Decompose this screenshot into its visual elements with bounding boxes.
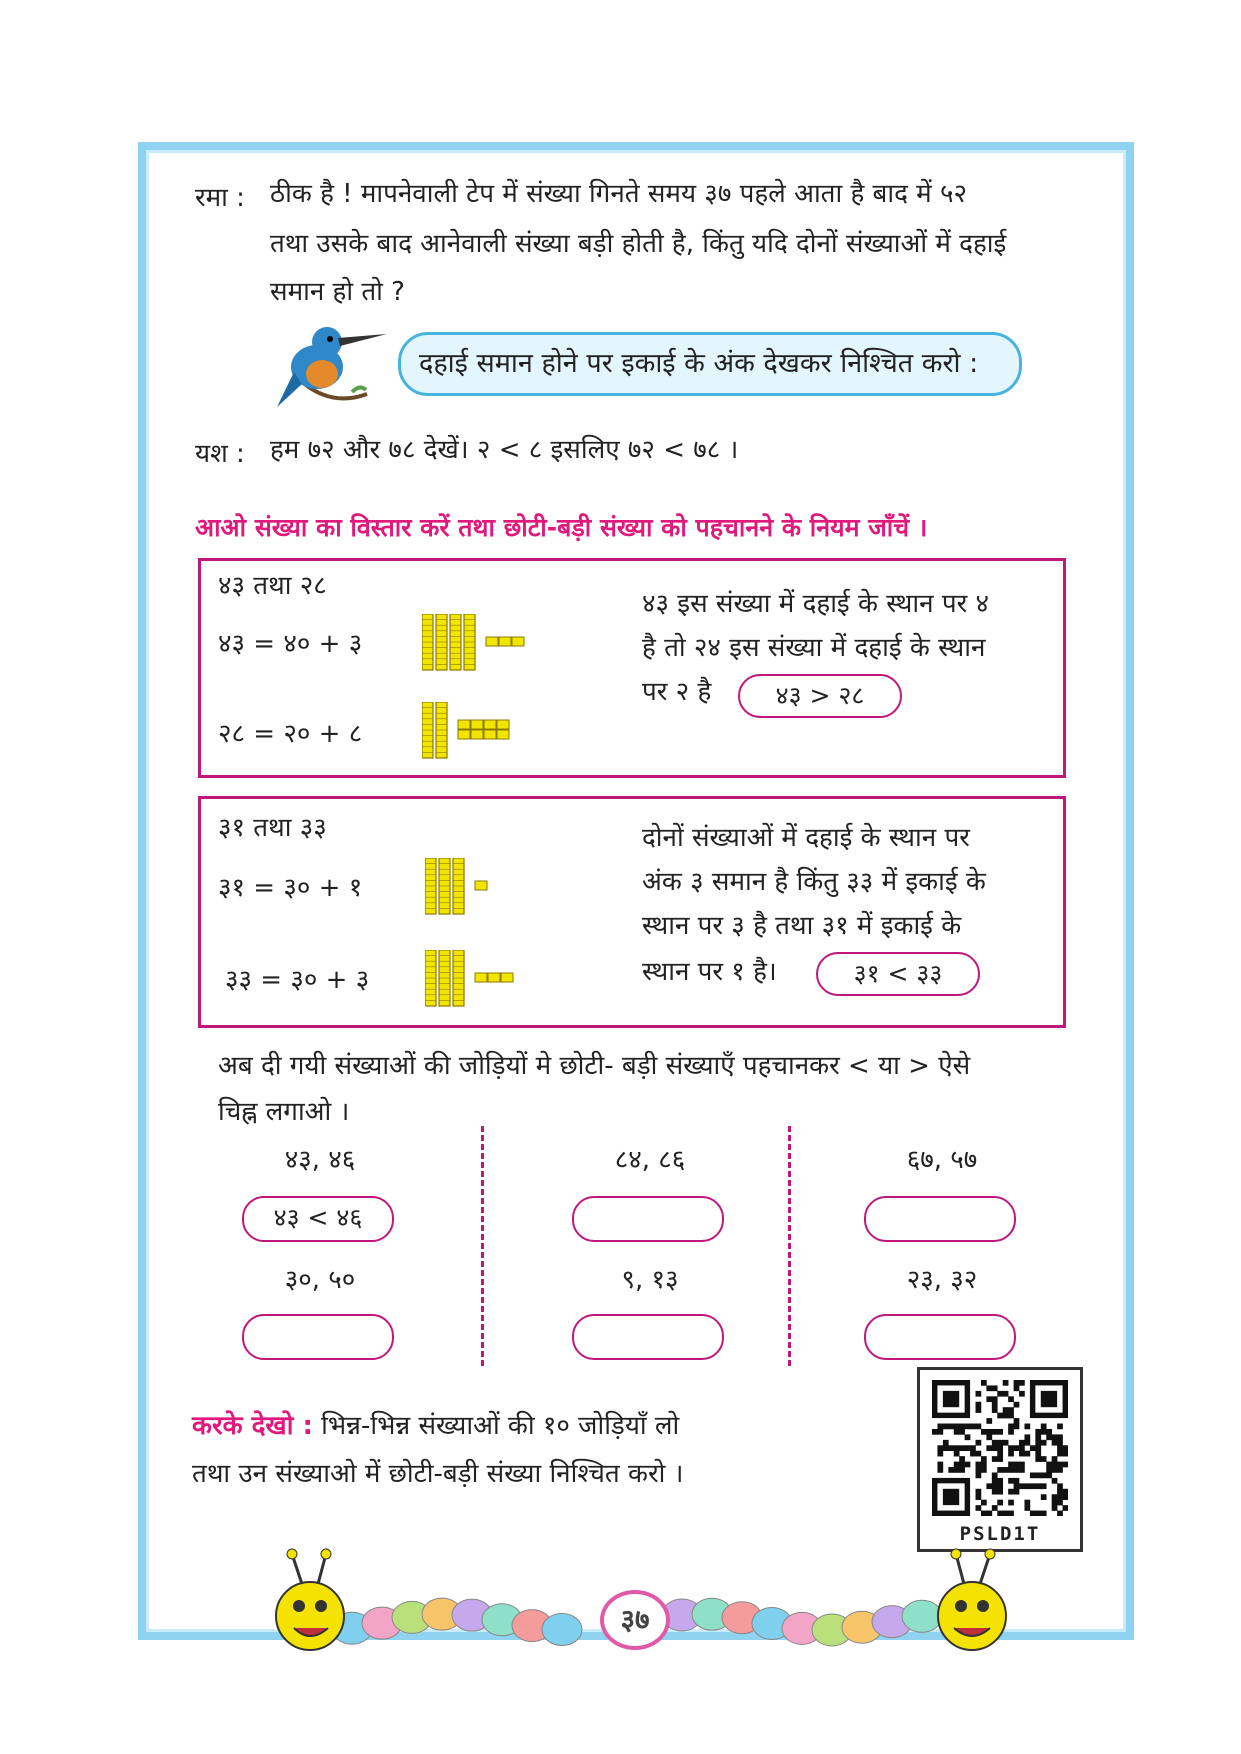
example1-exp-line3: पर २ है (642, 677, 712, 707)
qr-module (986, 1445, 992, 1451)
qr-module (1063, 1451, 1068, 1457)
rama-line-1: ठीक है ! मापनेवाली टेप में संख्या गिनते समय ३७ पहले आता है बाद में ५२ (270, 179, 968, 209)
qr-module (986, 1434, 992, 1440)
qr-module (1014, 1418, 1020, 1424)
qr-module (1003, 1467, 1009, 1473)
qr-module (1008, 1445, 1014, 1451)
rama-speaker: रमा : (195, 183, 245, 213)
qr-module (986, 1511, 992, 1516)
pair-numbers: ३०, ५० (284, 1265, 356, 1295)
example2-exp-line3: स्थान पर ३ है तथा ३१ में इकाई के (642, 911, 962, 941)
qr-module (997, 1429, 1003, 1435)
qr-module (965, 1424, 971, 1430)
qr-module (1046, 1429, 1052, 1435)
answer-box[interactable] (572, 1196, 724, 1242)
qr-module (1008, 1424, 1014, 1430)
qr-module (1052, 1462, 1058, 1468)
pair-numbers: ४३, ४६ (284, 1145, 356, 1175)
qr-module (1046, 1472, 1052, 1478)
qr-module (1008, 1451, 1014, 1457)
ones-cube (471, 730, 483, 739)
example1-eq1: ४३ = ४० + ३ (218, 629, 363, 659)
qr-module (992, 1489, 998, 1495)
qr-module (976, 1462, 982, 1468)
ones-cube (499, 637, 511, 646)
qr-module (997, 1391, 1003, 1397)
qr-module (959, 1462, 965, 1468)
qr-module (1052, 1434, 1058, 1440)
qr-module (1019, 1440, 1025, 1446)
qr-module (981, 1456, 987, 1462)
qr-module (1035, 1451, 1041, 1457)
qr-module (981, 1429, 987, 1435)
qr-module (976, 1407, 982, 1413)
qr-module (1019, 1483, 1025, 1489)
qr-module (1003, 1440, 1009, 1446)
qr-module (981, 1500, 987, 1506)
qr-module (1024, 1505, 1030, 1511)
qr-module (1008, 1467, 1014, 1473)
activity-line2: तथा उन संख्याओ में छोटी-बड़ी संख्या निश्चित करो । (192, 1459, 684, 1489)
qr-module (997, 1413, 1003, 1419)
qr-module (1035, 1434, 1041, 1440)
qr-module (981, 1511, 987, 1516)
qr-finder (1041, 1391, 1057, 1407)
qr-module (1057, 1440, 1063, 1446)
qr-module (937, 1467, 943, 1473)
qr-module (1041, 1440, 1047, 1446)
yash-line: हम ७२ और ७८ देखें। २ < ८ इसलिए ७२ < ७८ । (270, 435, 739, 465)
qr-module (997, 1456, 1003, 1462)
example1-exp-line1: ४३ इस संख्या में दहाई के स्थान पर ४ (642, 589, 990, 619)
qr-code[interactable] (917, 1367, 1083, 1552)
qr-module (1035, 1445, 1041, 1451)
qr-module (1030, 1483, 1036, 1489)
example1-title: ४३ तथा २८ (218, 571, 327, 601)
qr-module (954, 1445, 960, 1451)
qr-module (1057, 1511, 1063, 1516)
qr-module (1057, 1489, 1063, 1495)
qr-module (992, 1505, 998, 1511)
qr-module (1035, 1440, 1041, 1446)
qr-module (959, 1467, 965, 1473)
qr-module (992, 1478, 998, 1484)
caterpillar-segment (542, 1614, 582, 1646)
qr-module (1014, 1462, 1020, 1468)
example2-eq1: ३१ = ३० + १ (218, 873, 363, 903)
qr-module (1008, 1500, 1014, 1506)
qr-module (1057, 1434, 1063, 1440)
qr-module (948, 1467, 954, 1473)
qr-module (1052, 1500, 1058, 1506)
pair-numbers: २३, ३२ (906, 1265, 978, 1295)
rama-line-2: तथा उसके बाद आनेवाली संख्या बड़ी होती है, किंतु यदि दोनों संख्याओं में दहाई (270, 229, 1007, 259)
qr-module (986, 1483, 992, 1489)
qr-module (1024, 1451, 1030, 1457)
qr-module (1035, 1429, 1041, 1435)
qr-module (1008, 1462, 1014, 1468)
base-ten-blocks-28 (422, 702, 582, 762)
qr-module (1035, 1456, 1041, 1462)
qr-module (1057, 1445, 1063, 1451)
qr-module (1052, 1467, 1058, 1473)
ones-cube (486, 637, 498, 646)
rama-line-3: समान हो तो ? (270, 277, 405, 307)
qr-module (976, 1505, 982, 1511)
example1-exp-line2: है तो २४ इस संख्या में दहाई के स्थान (642, 633, 986, 663)
activity-text1: भिन्न-भिन्न संख्याओं की १० जोड़ियाँ लो (321, 1411, 680, 1441)
qr-module (1052, 1494, 1058, 1500)
qr-module (1041, 1429, 1047, 1435)
qr-module (943, 1445, 949, 1451)
qr-module (997, 1478, 1003, 1484)
example2-title: ३१ तथा ३३ (218, 813, 327, 843)
activity-label: करके देखो : (192, 1411, 313, 1441)
qr-module (1024, 1483, 1030, 1489)
example1-eq2: २८ = २० + ८ (218, 719, 363, 749)
kingfisher-bird-icon (272, 312, 392, 417)
qr-module (1041, 1456, 1047, 1462)
qr-module (965, 1445, 971, 1451)
qr-module (954, 1467, 960, 1473)
qr-module (1014, 1467, 1020, 1473)
qr-module (992, 1402, 998, 1408)
qr-module (1030, 1511, 1036, 1516)
example2-eq2: ३३ = ३० + ३ (225, 965, 370, 995)
qr-module (976, 1402, 982, 1408)
qr-module (1057, 1424, 1063, 1430)
qr-module (1063, 1494, 1068, 1500)
qr-module (997, 1500, 1003, 1506)
qr-module (992, 1440, 998, 1446)
qr-module (1014, 1402, 1020, 1408)
answer-box[interactable]: ४३ < ४६ (242, 1196, 394, 1242)
qr-finder (943, 1391, 959, 1407)
qr-module (1052, 1440, 1058, 1446)
qr-module (970, 1445, 976, 1451)
qr-module (992, 1456, 998, 1462)
qr-module (1008, 1413, 1014, 1419)
ones-cube (458, 720, 470, 729)
qr-module (943, 1424, 949, 1430)
qr-module (1035, 1472, 1041, 1478)
qr-module (1003, 1413, 1009, 1419)
qr-module (981, 1380, 987, 1386)
qr-module (1014, 1380, 1020, 1386)
qr-module (1014, 1424, 1020, 1430)
qr-module (954, 1451, 960, 1457)
pair-numbers: ६७, ५७ (906, 1145, 978, 1175)
qr-finder (943, 1489, 959, 1505)
qr-module (976, 1391, 982, 1397)
answer-box[interactable] (864, 1196, 1016, 1242)
example2-result: ३१ < ३३ (816, 952, 980, 996)
qr-module (997, 1445, 1003, 1451)
qr-module (992, 1407, 998, 1413)
qr-module (1063, 1462, 1068, 1468)
qr-module (1014, 1489, 1020, 1495)
qr-module (992, 1429, 998, 1435)
qr-module (1014, 1483, 1020, 1489)
activity-line1 (192, 1404, 679, 1448)
qr-module (992, 1385, 998, 1391)
ones-cube (475, 881, 487, 890)
qr-module (932, 1429, 938, 1435)
tip-bubble: दहाई समान होने पर इकाई के अंक देखकर निश्चित करो : (398, 332, 1022, 396)
answer-box[interactable] (242, 1314, 394, 1360)
qr-module (1057, 1462, 1063, 1468)
qr-module (1024, 1424, 1030, 1430)
qr-module (937, 1462, 943, 1468)
qr-module (1041, 1511, 1047, 1516)
qr-module (1008, 1396, 1014, 1402)
qr-module (943, 1440, 949, 1446)
pair-numbers: ८४, ८६ (614, 1145, 686, 1175)
qr-module (970, 1424, 976, 1430)
qr-module (1019, 1451, 1025, 1457)
qr-module (1041, 1483, 1047, 1489)
qr-module (959, 1445, 965, 1451)
qr-module (986, 1429, 992, 1435)
qr-module (1052, 1478, 1058, 1484)
qr-module (1019, 1445, 1025, 1451)
ones-cube (501, 973, 513, 982)
qr-module (1057, 1483, 1063, 1489)
qr-module (1019, 1462, 1025, 1468)
qr-module (965, 1462, 971, 1468)
qr-module (1003, 1407, 1009, 1413)
qr-module (1003, 1391, 1009, 1397)
qr-module (997, 1440, 1003, 1446)
qr-module (976, 1472, 982, 1478)
qr-module (1041, 1424, 1047, 1430)
qr-module (997, 1483, 1003, 1489)
qr-module (937, 1451, 943, 1457)
qr-module (954, 1429, 960, 1435)
qr-pattern-icon (932, 1380, 1068, 1516)
section-heading: आओ संख्या का विस्तार करें तथा छोटी-बड़ी संख्या को पहचानने के नियम जाँचें । (195, 513, 928, 542)
ones-cube (475, 973, 487, 982)
qr-module (1063, 1505, 1068, 1511)
qr-module (992, 1396, 998, 1402)
qr-module (954, 1462, 960, 1468)
qr-module (976, 1494, 982, 1500)
qr-module (1035, 1483, 1041, 1489)
qr-module (948, 1424, 954, 1430)
qr-module (1008, 1489, 1014, 1495)
qr-module (1057, 1500, 1063, 1506)
pair-numbers: ९, १३ (621, 1265, 679, 1295)
qr-module (1014, 1445, 1020, 1451)
ones-cube (484, 720, 496, 729)
qr-module (997, 1467, 1003, 1473)
column-divider-2 (788, 1126, 791, 1366)
qr-module (954, 1424, 960, 1430)
qr-module (976, 1440, 982, 1446)
qr-module (1052, 1505, 1058, 1511)
qr-module (1057, 1494, 1063, 1500)
qr-module (1008, 1407, 1014, 1413)
exercise-instruction-line2: चिह्न लगाओ । (218, 1097, 350, 1127)
qr-module (992, 1483, 998, 1489)
qr-module (1063, 1445, 1068, 1451)
qr-module (1014, 1385, 1020, 1391)
qr-module (937, 1429, 943, 1435)
qr-module (959, 1429, 965, 1435)
qr-module (965, 1434, 971, 1440)
example1-result: ४३ > २८ (738, 674, 902, 718)
column-divider-1 (481, 1126, 484, 1366)
qr-module (1046, 1467, 1052, 1473)
qr-module (1024, 1434, 1030, 1440)
qr-module (1063, 1489, 1068, 1495)
page-number: ३७ (600, 1590, 670, 1650)
qr-module (1046, 1434, 1052, 1440)
qr-module (986, 1396, 992, 1402)
qr-module (1003, 1380, 1009, 1386)
qr-module (976, 1467, 982, 1473)
ones-cube (497, 730, 509, 739)
base-ten-blocks-33 (425, 950, 585, 1010)
qr-module (1041, 1494, 1047, 1500)
qr-module (1019, 1391, 1025, 1397)
qr-module (976, 1489, 982, 1495)
qr-module (981, 1462, 987, 1468)
qr-module (997, 1489, 1003, 1495)
qr-module (1057, 1467, 1063, 1473)
example2-exp-line2: अंक ३ समान है किंतु ३३ में इकाई के (642, 867, 986, 897)
qr-module (992, 1445, 998, 1451)
qr-module (937, 1424, 943, 1430)
qr-code-label: PSLD1T (959, 1523, 1041, 1545)
qr-module (1019, 1467, 1025, 1473)
qr-module (937, 1445, 943, 1451)
qr-module (1030, 1445, 1036, 1451)
ones-cube (512, 637, 524, 646)
yash-speaker: यश : (195, 439, 245, 469)
ones-cube (458, 730, 470, 739)
qr-module (1046, 1462, 1052, 1468)
answer-box[interactable] (572, 1314, 724, 1360)
example2-exp-line1: दोनों संख्याओं में दहाई के स्थान पर (642, 823, 970, 853)
qr-module (948, 1445, 954, 1451)
qr-module (997, 1511, 1003, 1516)
qr-module (1008, 1478, 1014, 1484)
ones-cube (484, 730, 496, 739)
qr-module (1024, 1440, 1030, 1446)
base-ten-blocks-43 (422, 614, 582, 674)
qr-module (997, 1451, 1003, 1457)
base-ten-blocks-31 (425, 858, 585, 918)
qr-module (970, 1451, 976, 1457)
qr-module (1008, 1429, 1014, 1435)
qr-module (986, 1385, 992, 1391)
qr-module (1041, 1472, 1047, 1478)
qr-module (959, 1456, 965, 1462)
ones-cube (497, 720, 509, 729)
qr-module (1052, 1456, 1058, 1462)
qr-module (986, 1418, 992, 1424)
caterpillar-segment (902, 1600, 942, 1632)
ones-cube (471, 720, 483, 729)
example2-exp-line4: स्थान पर १ है। (642, 957, 777, 987)
qr-module (1014, 1478, 1020, 1484)
qr-module (959, 1424, 965, 1430)
qr-module (992, 1472, 998, 1478)
qr-module (976, 1424, 982, 1430)
qr-module (1030, 1472, 1036, 1478)
qr-module (1008, 1511, 1014, 1516)
qr-module (981, 1467, 987, 1473)
qr-module (1057, 1451, 1063, 1457)
answer-box[interactable] (864, 1314, 1016, 1360)
qr-module (1024, 1500, 1030, 1506)
ones-cube (488, 973, 500, 982)
qr-module (1019, 1380, 1025, 1386)
exercise-instruction-line1: अब दी गयी संख्याओं की जोड़ियों मे छोटी- बड़ी संख्याएँ पहचानकर < या > ऐसे (218, 1051, 971, 1081)
qr-module (976, 1451, 982, 1457)
qr-module (1035, 1511, 1041, 1516)
qr-module (1003, 1511, 1009, 1516)
